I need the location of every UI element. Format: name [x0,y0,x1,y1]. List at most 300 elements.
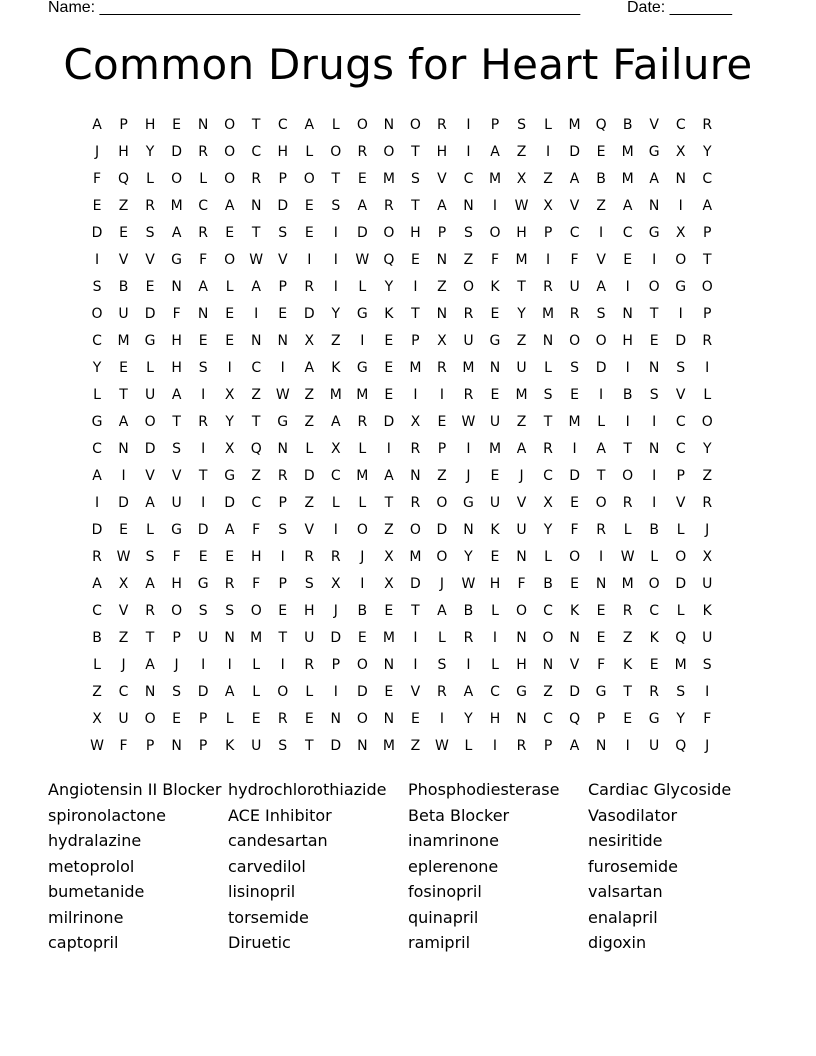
grid-letter: C [251,360,262,377]
grid-letter: M [568,117,582,133]
grid-letter: H [118,144,130,161]
grid-letter: B [649,522,660,539]
grid-letter: N [383,117,395,133]
grid-letter: X [543,198,554,215]
grid-letter: S [278,225,288,242]
grid-letter: R [224,576,236,593]
grid-letter: T [304,738,315,755]
grid-letter: I [201,441,206,458]
grid-letter: W [461,576,476,593]
grid-letter: N [277,333,289,350]
grid-letter: Z [516,414,527,431]
grid-letter: N [330,711,342,728]
grid-letter: W [116,549,131,566]
word-bank-item: Diruetic [228,933,291,952]
grid-letter: C [702,171,713,188]
grid-letter: E [384,603,394,620]
grid-letter: E [119,360,129,377]
grid-letter: R [410,441,421,458]
grid-letter: O [356,522,369,539]
grid-letter: A [145,576,156,593]
grid-letter: T [411,306,421,323]
grid-letter: Q [250,441,263,458]
grid-letter: E [304,198,315,215]
grid-letter: N [436,306,448,323]
word-bank-item: ramipril [408,933,471,952]
grid-letter: E [172,117,182,133]
word-bank-item: torsemide [228,907,309,927]
grid-letter: L [544,549,553,566]
grid-letter: L [199,171,208,188]
grid-letter: I [360,333,365,350]
grid-letter: V [675,495,686,512]
grid-letter: I [201,495,206,512]
grid-letter: D [197,522,210,539]
grid-letter: D [383,414,395,431]
grid-letter: S [145,549,156,566]
grid-letter: I [705,684,710,701]
grid-letter: F [92,171,102,188]
grid-letter: Y [702,441,713,458]
grid-letter: K [569,603,580,620]
grid-letter: W [249,252,264,269]
grid-letter: T [331,171,341,188]
grid-letter: A [224,684,235,701]
grid-letter: U [251,738,262,755]
grid-letter: S [410,171,421,188]
grid-letter: I [280,360,286,377]
grid-letter: A [304,360,315,377]
grid-letter: N [250,333,262,350]
grid-letter: M [674,657,688,674]
grid-letter: I [599,225,604,242]
grid-letter: N [171,279,183,296]
word-bank-item: quinapril [408,907,479,927]
grid-letter: B [357,603,368,620]
grid-letter: U [304,630,315,647]
grid-letter: S [517,117,527,133]
grid-letter: Z [463,252,474,269]
grid-letter: G [648,711,661,728]
grid-letter: M [356,468,369,485]
grid-letter: D [569,468,581,485]
grid-letter: X [224,441,235,458]
grid-letter: K [384,306,394,323]
grid-letter: V [118,252,129,269]
grid-letter: N [569,630,581,647]
grid-letter: C [490,684,501,701]
grid-letter: Z [251,387,262,404]
grid-letter: I [280,657,286,674]
word-bank-item: spironolactone [48,805,166,825]
grid-letter: P [676,468,686,485]
grid-letter: B [543,576,554,593]
grid-letter: L [358,279,367,296]
grid-letter: I [625,738,631,755]
grid-letter: N [516,711,528,728]
grid-letter: A [118,414,129,431]
grid-letter: C [92,441,103,458]
grid-letter: F [252,522,261,539]
grid-letter: H [489,711,501,728]
grid-letter: H [304,603,316,620]
grid-letter: Z [304,414,315,431]
grid-letter: P [411,333,421,350]
grid-letter: Y [331,306,341,323]
grid-letter: K [702,603,713,620]
grid-letter: Z [596,198,607,215]
grid-letter: A [145,657,156,674]
word-bank-item: Phosphodiesterase [408,780,560,799]
grid-letter: L [225,279,235,296]
grid-letter: C [463,171,474,188]
grid-letter: R [330,549,342,566]
grid-letter: S [596,306,607,323]
grid-letter: I [227,657,233,674]
grid-letter: E [278,306,288,323]
grid-letter: A [516,441,527,458]
grid-letter: O [144,414,157,431]
grid-letter: O [171,603,183,620]
grid-letter: D [303,468,316,485]
grid-letter: I [201,657,206,674]
grid-letter: S [543,387,553,404]
grid-letter: E [304,711,315,728]
grid-letter: V [145,468,156,485]
grid-letter: T [251,117,261,133]
grid-letter: F [172,549,182,566]
grid-letter: U [649,738,660,755]
grid-letter: T [251,414,261,431]
grid-letter: N [595,576,607,593]
grid-letter: N [542,657,554,674]
grid-letter: P [172,630,182,647]
grid-letter: O [356,657,369,674]
grid-letter: I [678,306,684,323]
word-bank-item: hydrochlorothiazide [228,780,387,799]
grid-letter: U [118,306,130,323]
grid-letter: E [490,468,500,485]
grid-letter: A [171,387,182,404]
grid-letter: L [305,684,314,701]
grid-letter: Q [569,711,581,728]
grid-letter: L [146,171,155,188]
grid-letter: R [357,144,368,161]
grid-letter: I [254,306,259,323]
grid-letter: E [198,333,209,350]
grid-letter: H [250,549,262,566]
grid-letter: D [675,576,687,593]
grid-letter: Z [118,630,129,647]
grid-letter: R [463,630,474,647]
grid-letter: O [675,549,687,566]
grid-letter: E [357,630,368,647]
grid-letter: N [118,441,130,458]
grid-letter: O [383,144,395,161]
grid-letter: E [384,360,394,377]
grid-letter: Y [92,360,102,377]
grid-letter: O [701,414,714,431]
grid-letter: M [329,387,343,404]
grid-letter: I [652,468,657,485]
grid-letter: U [516,522,528,539]
grid-letter: V [145,252,156,269]
grid-letter: H [171,360,183,377]
grid-letter: N [542,333,554,350]
grid-letter: S [92,279,102,296]
grid-letter: R [145,198,156,215]
grid-letter: P [198,711,208,728]
grid-letter: C [251,144,262,161]
grid-letter: I [466,657,472,674]
grid-letter: Z [304,495,315,512]
word-bank-item: inamrinone [408,831,499,850]
grid-letter: N [410,468,422,485]
grid-letter: I [545,252,551,269]
grid-letter: C [543,711,554,728]
grid-letter: Z [331,333,342,350]
grid-letter: T [198,468,208,485]
grid-letter: O [224,252,236,269]
grid-letter: T [278,630,288,647]
grid-letter: C [92,333,103,350]
grid-letter: C [622,225,634,242]
grid-letter: P [703,306,712,323]
word-bank-item: furosemide [588,856,678,876]
grid-letter: D [277,198,289,215]
grid-letter: X [118,576,129,593]
grid-letter: H [516,657,528,674]
grid-letter: R [383,198,395,215]
grid-letter: J [121,657,127,674]
grid-letter: M [250,630,263,647]
grid-letter: U [516,360,528,377]
grid-letter: R [649,684,660,701]
grid-letter: A [145,495,156,512]
grid-letter: C [543,468,554,485]
grid-letter: N [648,441,660,458]
grid-letter: N [144,684,156,701]
grid-letter: X [516,171,527,188]
grid-letter: N [622,306,634,323]
grid-letter: D [330,630,342,647]
grid-letter: N [648,198,660,215]
grid-letter: E [278,603,288,620]
grid-letter: Y [676,711,686,728]
grid-letter: H [410,225,422,242]
grid-letter: R [277,711,289,728]
grid-letter: E [623,711,633,728]
grid-letter: S [198,603,209,620]
grid-letter: O [383,225,395,242]
grid-letter: X [224,387,235,404]
grid-letter: G [171,522,183,539]
grid-letter: A [357,198,368,215]
grid-letter: A [331,414,342,431]
grid-letter: D [436,522,448,539]
grid-letter: R [622,603,633,620]
grid-letter: I [625,279,631,296]
grid-letter: A [622,198,633,215]
grid-letter: D [144,441,156,458]
grid-letter: E [490,306,500,323]
grid-letter: N [595,738,607,755]
word-bank-item: eplerenone [408,856,499,876]
grid-letter: R [543,279,554,296]
grid-letter: U [569,279,581,296]
grid-letter: M [621,171,635,188]
grid-letter: O [516,603,528,620]
word-bank-item: carvedilol [228,856,306,876]
grid-letter: I [572,441,578,458]
grid-letter: O [330,144,342,161]
grid-letter: Z [622,630,633,647]
grid-letter: T [517,279,527,296]
grid-letter: C [675,414,687,431]
grid-letter: E [596,603,607,620]
grid-letter: J [439,576,445,593]
grid-letter: L [225,711,235,728]
grid-letter: U [118,711,130,728]
grid-letter: T [251,225,261,242]
grid-letter: M [568,414,582,431]
grid-letter: D [224,495,236,512]
grid-letter: L [676,603,686,620]
grid-letter: X [410,414,421,431]
grid-letter: R [702,495,713,512]
grid-letter: H [622,333,634,350]
grid-letter: R [437,684,448,701]
grid-letter: E [145,279,155,296]
grid-letter: N [357,738,369,755]
grid-letter: E [225,306,235,323]
grid-letter: P [703,225,712,242]
grid-letter: I [545,144,551,161]
grid-letter: P [437,225,447,242]
grid-letter: U [171,495,183,512]
grid-letter: U [489,495,501,512]
grid-letter: Z [543,684,554,701]
grid-letter: O [224,144,236,161]
grid-letter: F [597,657,606,674]
grid-letter: L [305,144,314,161]
grid-letter: X [384,549,395,566]
grid-letter: C [675,117,687,133]
grid-letter: Q [383,252,395,269]
grid-letter: E [119,522,129,539]
grid-letter: P [119,117,129,133]
grid-letter: M [117,333,131,350]
grid-letter: E [384,333,394,350]
grid-letter: J [519,468,525,485]
grid-letter: Z [702,468,713,485]
grid-letter: W [355,252,370,269]
grid-letter: L [331,495,341,512]
word-bank-item: ACE Inhibitor [228,805,332,825]
grid-letter: I [599,387,604,404]
grid-letter: E [384,684,394,701]
grid-letter: R [277,468,289,485]
grid-letter: G [356,306,369,323]
grid-letter: W [620,549,636,566]
grid-letter: R [437,117,448,133]
grid-letter: X [543,495,554,512]
grid-letter: C [118,684,129,701]
grid-letter: A [171,225,182,242]
word-bank-item: captopril [48,933,119,952]
grid-letter: S [278,522,288,539]
grid-letter: C [251,495,262,512]
grid-letter: V [277,252,289,269]
grid-letter: K [490,279,501,296]
grid-letter: I [386,441,392,458]
grid-letter: E [490,387,500,404]
grid-letter: R [702,333,713,350]
grid-letter: N [675,171,687,188]
grid-letter: P [490,117,500,133]
grid-letter: W [461,414,476,431]
grid-letter: R [304,549,315,566]
header [48,0,748,19]
grid-letter: H [277,144,289,161]
word-bank-item: lisinopril [228,882,296,901]
grid-letter: A [596,279,607,296]
grid-letter: R [92,549,103,566]
grid-letter: X [384,576,395,593]
grid-letter: Z [92,684,103,701]
page-title: Common Drugs for Heart Failure [63,40,753,89]
grid-letter: V [516,495,527,512]
grid-letter: T [119,387,129,404]
grid-letter: B [622,387,633,404]
grid-letter: E [119,225,129,242]
grid-letter: O [144,711,157,728]
grid-letter: Z [437,279,448,296]
grid-letter: E [649,657,660,674]
grid-letter: O [569,549,581,566]
grid-letter: H [489,576,501,593]
grid-letter: I [492,198,498,215]
grid-letter: E [225,333,235,350]
grid-letter: U [198,630,209,647]
grid-letter: M [515,387,529,404]
grid-letter: R [145,603,156,620]
grid-letter: O [250,603,263,620]
grid-letter: J [174,657,180,674]
grid-letter: E [649,333,660,350]
grid-letter: Y [384,279,394,296]
grid-letter: N [383,711,395,728]
grid-letter: A [224,198,235,215]
grid-letter: L [146,522,155,539]
grid-letter: A [596,441,607,458]
grid-letter: Z [516,333,527,350]
grid-letter: M [462,360,475,377]
word-bank-item: Angiotensin II Blocker [48,780,222,799]
grid-letter: A [437,198,448,215]
grid-letter: T [145,630,155,647]
grid-letter: U [702,630,713,647]
grid-letter: E [225,549,235,566]
grid-letter: O [436,495,448,512]
grid-letter: H [171,333,183,350]
grid-letter: I [333,225,339,242]
grid-letter: V [410,684,421,701]
grid-letter: T [543,414,553,431]
grid-letter: M [621,576,635,593]
grid-letter: Z [384,522,395,539]
name-line: Name: ______________________________________________________ [48,0,581,16]
